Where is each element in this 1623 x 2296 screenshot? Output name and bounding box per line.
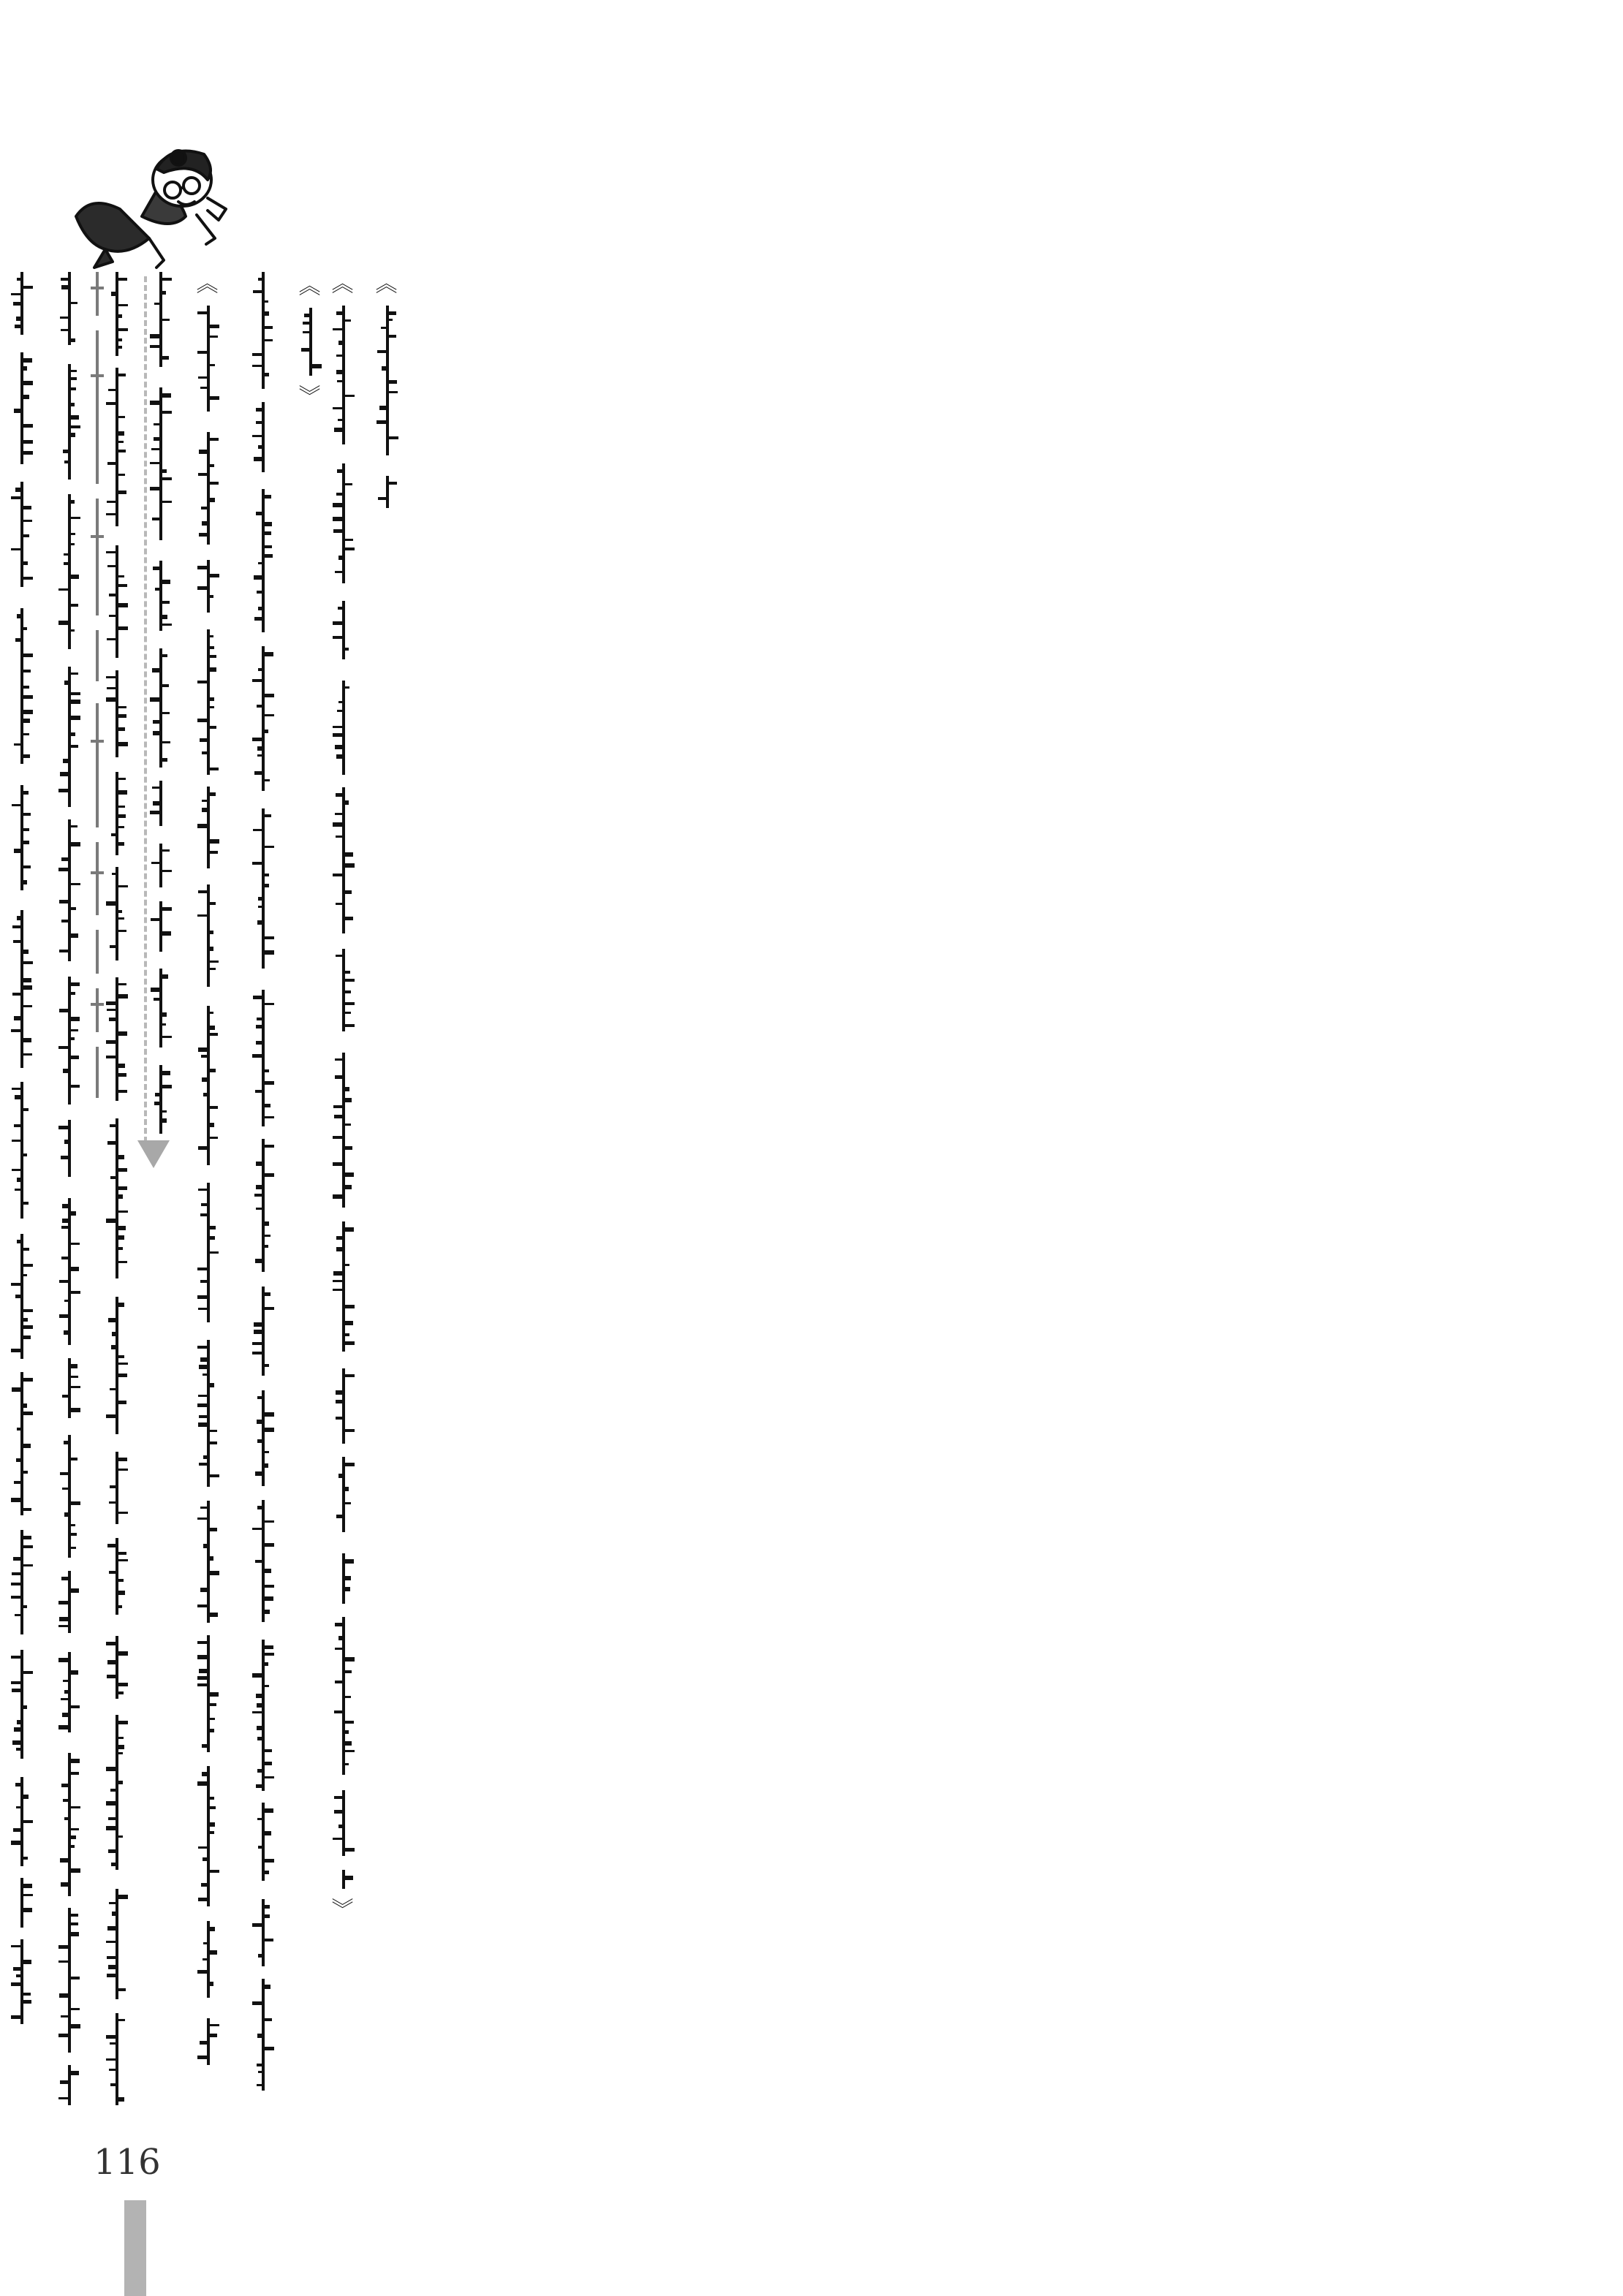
close-guillemet: 》 bbox=[295, 384, 321, 406]
cartoon-flying-boy-icon bbox=[61, 129, 230, 275]
header-dashed-line bbox=[144, 276, 147, 1143]
open-guillemet: 《 bbox=[295, 274, 321, 296]
mongolian-script-glyphs bbox=[58, 272, 80, 2105]
mongolian-script-glyphs bbox=[150, 272, 172, 1155]
text-column bbox=[150, 272, 172, 1155]
open-guillemet: 《 bbox=[193, 272, 219, 294]
mongolian-script-glyphs bbox=[197, 272, 219, 2076]
text-column bbox=[106, 272, 128, 2105]
running-header-mongolian-text bbox=[89, 272, 105, 1098]
text-column bbox=[328, 272, 355, 1922]
page-number: 116 bbox=[94, 2142, 161, 2183]
close-guillemet: 》 bbox=[328, 1898, 354, 1920]
mongolian-script-glyphs bbox=[333, 272, 355, 1922]
mongolian-script-glyphs bbox=[11, 272, 33, 2054]
open-guillemet: 《 bbox=[372, 272, 398, 294]
text-column bbox=[58, 272, 80, 2105]
mongolian-script-glyphs bbox=[377, 272, 398, 508]
text-column bbox=[252, 272, 274, 2091]
text-column bbox=[372, 272, 398, 508]
text-column bbox=[11, 272, 33, 2054]
text-column bbox=[193, 272, 219, 2076]
text-column bbox=[295, 274, 322, 409]
open-guillemet: 《 bbox=[328, 272, 354, 294]
mongolian-script-glyphs bbox=[106, 272, 128, 2105]
page-side-tab bbox=[124, 2200, 146, 2296]
mongolian-script-glyphs bbox=[252, 272, 274, 2091]
